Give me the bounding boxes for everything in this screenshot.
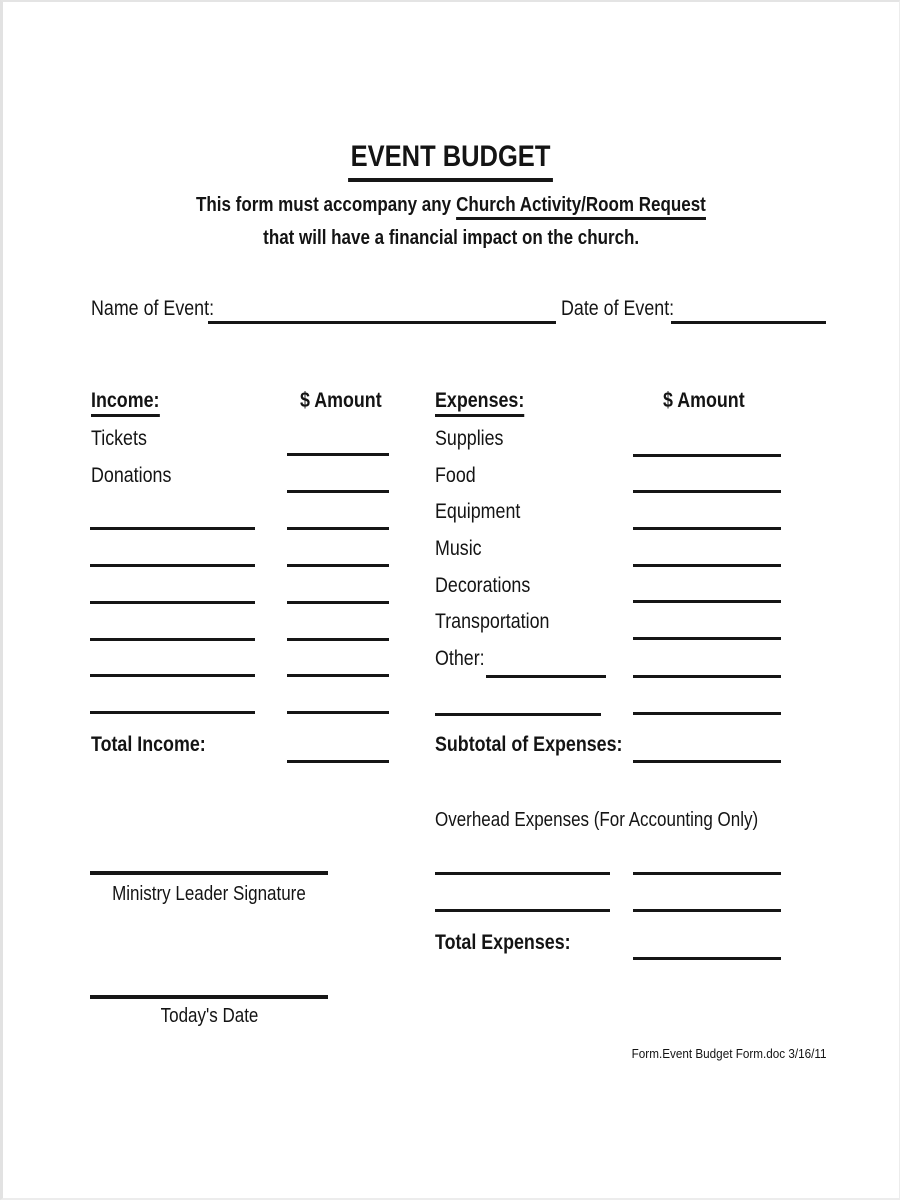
name-of-event-label: Name of Event: [91, 297, 215, 320]
income-name-field[interactable] [90, 638, 255, 641]
income-amount-field[interactable] [287, 674, 389, 677]
income-name-field[interactable] [90, 601, 255, 604]
ministry-leader-signature-field[interactable] [90, 871, 328, 875]
subtitle-line2: that will have a financial impact on the church. [263, 227, 639, 249]
todays-date-label: Today's Date [160, 1005, 258, 1027]
income-header: Income: [91, 388, 159, 413]
expense-item-label: Music [435, 537, 482, 560]
income-name-field[interactable] [90, 711, 255, 714]
income-name-field[interactable] [90, 674, 255, 677]
income-item-label: Tickets [91, 427, 147, 450]
expense-name-field[interactable] [435, 713, 601, 716]
overhead-name-field[interactable] [435, 872, 610, 875]
income-amount-field[interactable] [287, 527, 389, 530]
income-amount-field[interactable] [287, 490, 389, 493]
income-amount-field[interactable] [287, 564, 389, 567]
total-income-field[interactable] [287, 760, 389, 763]
expense-item-label: Transportation [435, 610, 550, 633]
expense-amount-field[interactable] [633, 600, 781, 603]
subtitle-prefix: This form must accompany any [196, 194, 452, 216]
subtotal-expenses-field[interactable] [633, 760, 781, 763]
expense-amount-field[interactable] [633, 675, 781, 678]
total-expenses-field[interactable] [633, 957, 781, 960]
overhead-name-field[interactable] [435, 909, 610, 912]
expense-amount-field[interactable] [633, 454, 781, 457]
expense-item-label: Food [435, 464, 476, 487]
date-of-event-field[interactable] [671, 321, 826, 324]
overhead-expenses-label: Overhead Expenses (For Accounting Only) [435, 809, 759, 831]
expense-amount-field[interactable] [633, 564, 781, 567]
expense-other-label: Other: [435, 647, 485, 670]
total-income-label: Total Income: [91, 733, 206, 756]
church-activity-room-request-phrase: Church Activity/Room Request [456, 194, 706, 220]
expense-amount-field[interactable] [633, 712, 781, 715]
expenses-header: Expenses: [435, 388, 524, 413]
footer-text: Form.Event Budget Form.doc 3/16/11 [632, 1046, 827, 1061]
expense-amount-field[interactable] [633, 637, 781, 640]
expense-amount-field[interactable] [633, 527, 781, 530]
expenses-amount-header: $ Amount [663, 389, 745, 412]
date-of-event-label: Date of Event: [561, 297, 675, 320]
overhead-amount-field[interactable] [633, 909, 781, 912]
income-amount-field[interactable] [287, 638, 389, 641]
subtitle-line1 [3, 193, 899, 217]
todays-date-field[interactable] [90, 995, 328, 999]
income-name-field[interactable] [90, 527, 255, 530]
expense-item-label: Decorations [435, 574, 531, 597]
income-amount-field[interactable] [287, 711, 389, 714]
total-expenses-label: Total Expenses: [435, 931, 571, 954]
expense-item-label: Equipment [435, 500, 521, 523]
page-title-text: EVENT BUDGET [349, 139, 554, 182]
ministry-leader-signature-label: Ministry Leader Signature [112, 883, 306, 905]
name-of-event-field[interactable] [208, 321, 556, 324]
income-amount-field[interactable] [287, 453, 389, 456]
expense-amount-field[interactable] [633, 490, 781, 493]
overhead-amount-field[interactable] [633, 872, 781, 875]
expense-other-name-field[interactable] [486, 675, 606, 678]
income-amount-field[interactable] [287, 601, 389, 604]
expense-item-label: Supplies [435, 427, 504, 450]
income-name-field[interactable] [90, 564, 255, 567]
page-title [3, 139, 899, 182]
income-amount-header: $ Amount [300, 389, 382, 412]
income-item-label: Donations [91, 464, 172, 487]
subtotal-expenses-label: Subtotal of Expenses: [435, 733, 623, 756]
